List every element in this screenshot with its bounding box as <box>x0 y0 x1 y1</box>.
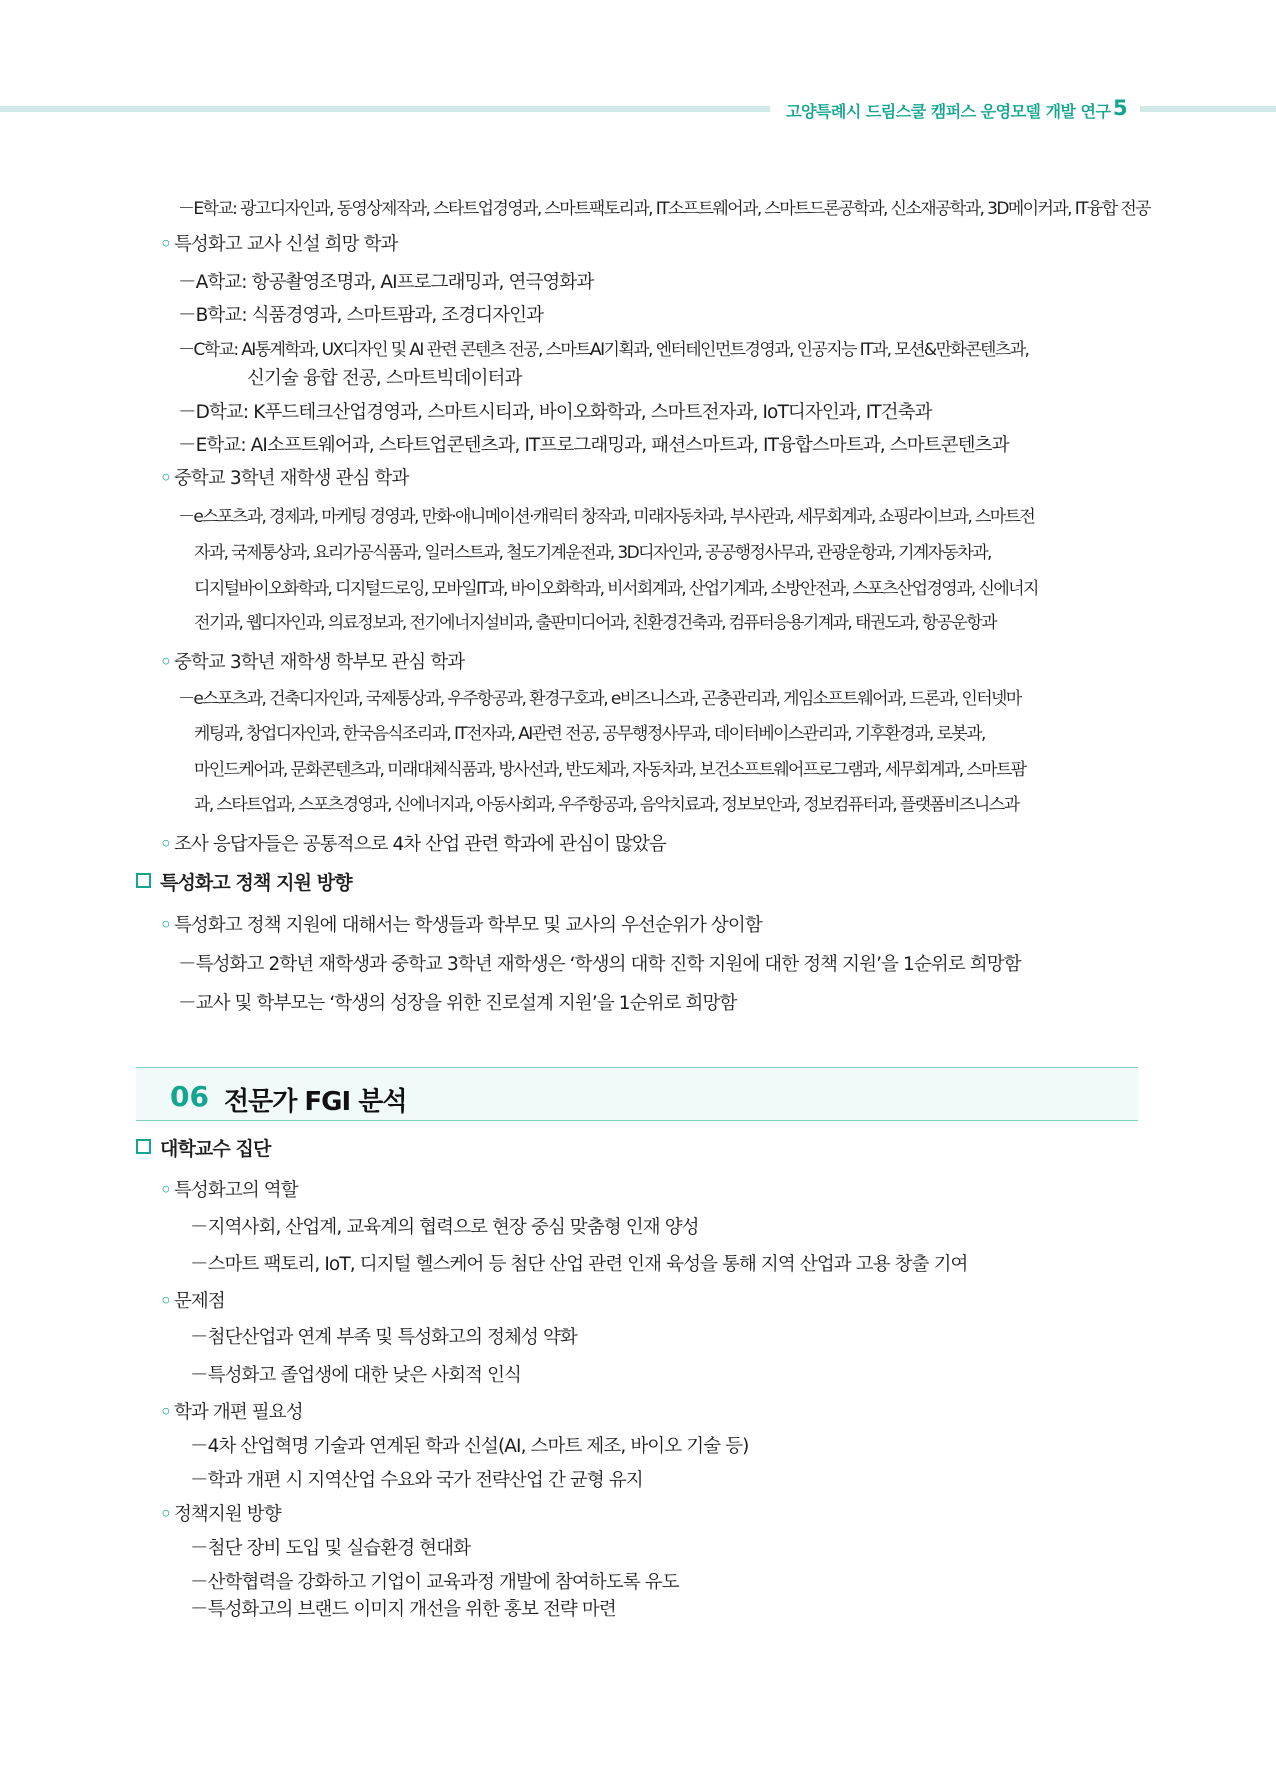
list-item: －학과 개편 시 지역산업 수요와 국가 전략산업 간 균형 유지 <box>190 1470 643 1491</box>
list-item: －첨단산업과 연계 부족 및 특성화고의 정체성 약화 <box>190 1327 577 1348</box>
list-item: －e스포츠과, 경제과, 마케팅 경영과, 만화·애니메이션·캐릭터 창작과, 미래자동차과, 부사관과, 세무회계과, 쇼핑라이브과, 스마트전 <box>178 507 1035 527</box>
page-number: 5 <box>1113 96 1128 120</box>
list-item-continuation: 마인드케어과, 문화콘텐츠과, 미래대체식품과, 방사선과, 반도체과, 자동차과, 보건소프트웨어프로그램과, 세무회계과, 스마트팜 <box>194 760 1026 780</box>
bullet-heading: ◦ 특성화고 교사 신설 희망 학과 <box>160 232 398 258</box>
list-item: －E학교: AI소프트웨어과, 스타트업콘텐츠과, IT프로그래밍과, 패션스마트과, IT융합스마트과, 스마트콘텐츠과 <box>178 435 1009 456</box>
list-item: －지역사회, 산업계, 교육계의 협력으로 현장 중심 맞춤형 인재 양성 <box>190 1217 699 1238</box>
header-rule-left <box>0 106 770 112</box>
list-item: －4차 산업혁명 기술과 연계된 학과 신설(AI, 스마트 제조, 바이오 기술 등) <box>190 1436 749 1457</box>
bullet-heading: ◦ 조사 응답자들은 공통적으로 4차 산업 관련 학과에 관심이 많았음 <box>160 832 666 858</box>
list-item: －특성화고 2학년 재학생과 중학교 3학년 재학생은 ‘학생의 대학 진학 지원에 대한 정책 지원’을 1순위로 희망함 <box>178 954 1021 975</box>
list-item: －D학교: K푸드테크산업경영과, 스마트시티과, 바이오화학과, 스마트전자과, IoT디자인과, IT건축과 <box>178 402 932 423</box>
bullet-heading: ◦ 중학교 3학년 재학생 학부모 관심 학과 <box>160 650 464 676</box>
list-item: －E학교: 광고디자인과, 동영상제작과, 스타트업경영과, 스마트팩토리과, IT소프트웨어과, 스마트드론공학과, 신소재공학과, 3D메이커과, IT융합 전공 <box>178 199 1150 219</box>
bullet-heading: ◦ 학과 개편 필요성 <box>160 1400 303 1426</box>
list-item: －B학교: 식품경영과, 스마트팜과, 조경디자인과 <box>178 305 544 326</box>
list-item: －C학교: AI통계학과, UX디자인 및 AI 관련 콘텐츠 전공, 스마트AI기획과, 엔터테인먼트경영과, 인공지능 IT과, 모션&만화콘텐츠과, <box>178 340 1029 360</box>
list-item: －첨단 장비 도입 및 실습환경 현대화 <box>190 1538 471 1559</box>
bullet-heading: ◦ 특성화고의 역할 <box>160 1178 298 1204</box>
list-item-continuation: 과, 스타트업과, 스포츠경영과, 신에너지과, 아동사회과, 우주항공과, 음악치료과, 정보보안과, 정보컴퓨터과, 플랫폼비즈니스과 <box>194 795 1019 815</box>
section-number: 06 <box>170 1080 209 1113</box>
list-item: －산학협력을 강화하고 기업이 교육과정 개발에 참여하도록 유도 <box>190 1572 679 1593</box>
running-title: 고양특례시 드림스쿨 캠퍼스 운영모델 개발 연구 <box>786 102 1111 121</box>
list-item: －특성화고의 브랜드 이미지 개선을 위한 홍보 전략 마련 <box>190 1599 616 1620</box>
section-title: 전문가 FGI 분석 <box>224 1087 407 1117</box>
list-item-continuation: 케팅과, 창업디자인과, 한국음식조리과, IT전자과, AI관련 전공, 공무행정사무과, 데이터베이스관리과, 기후환경과, 로봇과, <box>194 724 985 744</box>
square-heading: 특성화고 정책 지원 방향 <box>136 870 352 896</box>
bullet-heading: ◦ 문제점 <box>160 1289 225 1315</box>
list-item-continuation: 자과, 국제통상과, 요리가공식품과, 일러스트과, 철도기계운전과, 3D디자인과, 공공행정사무과, 관광운항과, 기계자동차과, <box>194 543 991 563</box>
list-item-continuation: 전기과, 웹디자인과, 의료정보과, 전기에너지설비과, 출판미디어과, 친환경건축과, 컴퓨터응용기계과, 태권도과, 항공운항과 <box>194 613 996 633</box>
list-item: －스마트 팩토리, IoT, 디지털 헬스케어 등 첨단 산업 관련 인재 육성을 통해 지역 산업과 고용 창출 기여 <box>190 1254 968 1275</box>
list-item: －A학교: 항공촬영조명과, AI프로그래밍과, 연극영화과 <box>178 272 594 293</box>
list-item-continuation: 디지털바이오화학과, 디지털드로잉, 모바일IT과, 바이오화학과, 비서회계과, 산업기계과, 소방안전과, 스포츠산업경영과, 신에너지 <box>194 579 1038 599</box>
square-heading: 대학교수 집단 <box>136 1136 270 1162</box>
section-heading-box <box>136 1067 1138 1121</box>
bullet-heading: ◦ 중학교 3학년 재학생 관심 학과 <box>160 466 408 492</box>
list-item: －e스포츠과, 건축디자인과, 국제통상과, 우주항공과, 환경구호과, e비즈니스과, 곤충관리과, 게임소프트웨어과, 드론과, 인터넷마 <box>178 689 1021 709</box>
list-item: －교사 및 학부모는 ‘학생의 성장을 위한 진로설계 지원’을 1순위로 희망함 <box>178 993 737 1014</box>
header-rule-right <box>1140 106 1276 112</box>
bullet-heading: ◦ 특성화고 정책 지원에 대해서는 학생들과 학부모 및 교사의 우선순위가 상이함 <box>160 913 762 939</box>
list-item-continuation: 신기술 융합 전공, 스마트빅데이터과 <box>247 368 522 389</box>
bullet-heading: ◦ 정책지원 방향 <box>160 1502 281 1528</box>
list-item: －특성화고 졸업생에 대한 낮은 사회적 인식 <box>190 1365 522 1386</box>
